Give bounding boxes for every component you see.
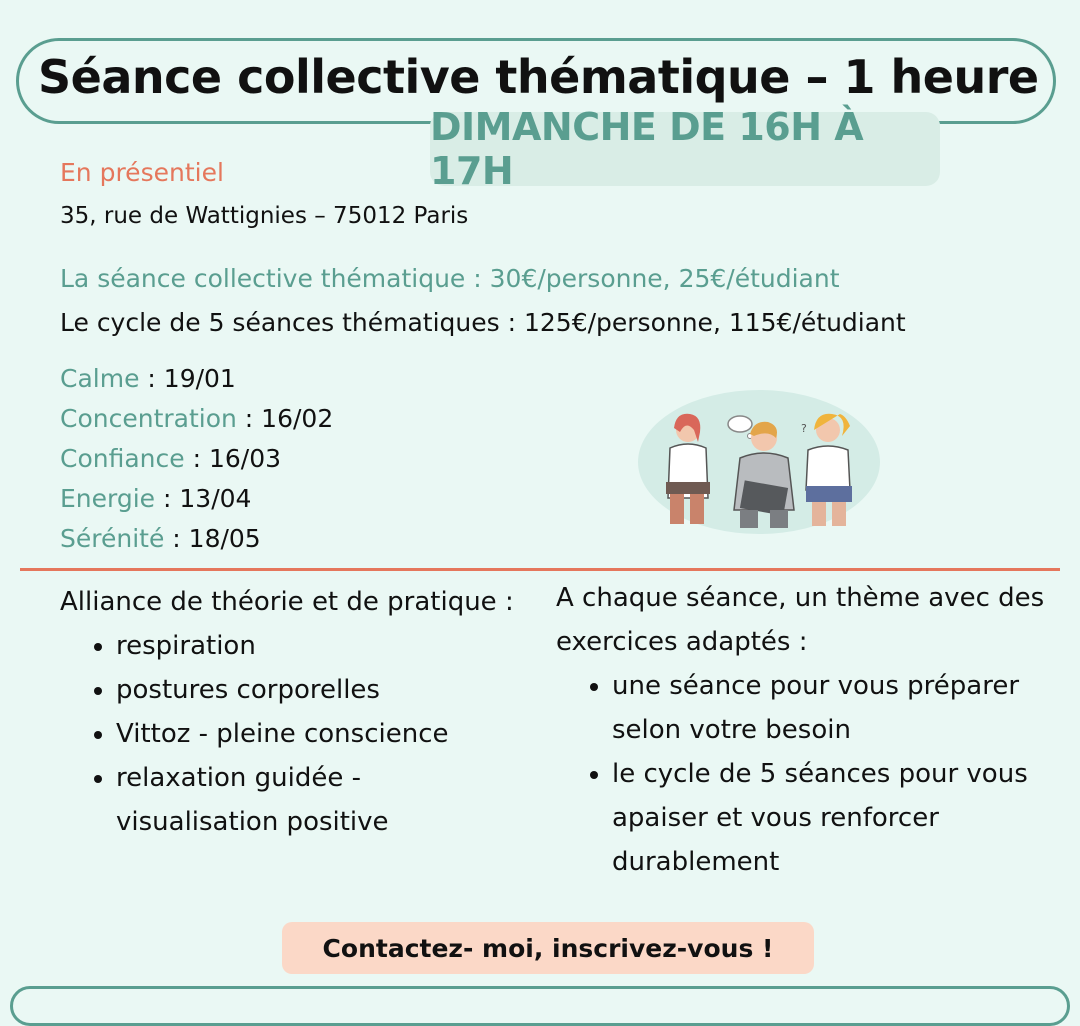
theme-item <box>60 482 333 522</box>
theme-name: Calme <box>60 364 140 393</box>
approach-section <box>60 580 530 844</box>
price-single-session: La séance collective thématique : 30€/personne, 25€/étudiant <box>60 264 840 293</box>
theme-item <box>60 402 333 442</box>
schedule-badge: DIMANCHE DE 16H À 17H <box>430 112 940 186</box>
session-format-section <box>556 576 1056 884</box>
list-item: • le cycle de 5 séances pour vous apaiser et vous renforcer durablement <box>612 752 1056 884</box>
list-item: • respiration <box>116 624 530 668</box>
page-title: Séance collective thématique – 1 heure <box>38 50 1039 104</box>
theme-date: : 16/02 <box>236 404 334 433</box>
price-cycle: Le cycle de 5 séances thématiques : 125€/personne, 115€/étudiant <box>60 308 906 337</box>
list-item: • postures corporelles <box>116 668 530 712</box>
theme-name: Confiance <box>60 444 185 473</box>
approach-intro: Alliance de théorie et de pratique : <box>60 587 514 617</box>
format-intro: A chaque séance, un thème avec des exercices adaptés : <box>556 583 1045 657</box>
theme-name: Concentration <box>60 404 237 433</box>
people-waiting-illustration <box>636 386 882 536</box>
theme-date: : 18/05 <box>164 524 261 553</box>
format-list <box>556 664 1056 884</box>
svg-text:?: ? <box>801 422 807 435</box>
theme-name: Sérénité <box>60 524 165 553</box>
approach-list <box>60 624 530 844</box>
theme-schedule-list <box>60 362 333 562</box>
theme-item <box>60 442 333 482</box>
footer-frame <box>10 986 1070 1026</box>
list-item: • une séance pour vous préparer selon votre besoin <box>612 664 1056 752</box>
contact-signup-button[interactable]: Contactez- moi, inscrivez-vous ! <box>282 922 814 974</box>
address: 35, rue de Wattignies – 75012 Paris <box>60 203 469 229</box>
section-divider <box>20 568 1060 571</box>
list-item: • Vittoz - pleine conscience <box>116 712 530 756</box>
theme-item <box>60 362 333 402</box>
theme-date: : 19/01 <box>139 364 236 393</box>
theme-date: : 16/03 <box>184 444 282 473</box>
list-item: • relaxation guidée - visualisation positive <box>116 756 530 844</box>
theme-date: : 13/04 <box>155 484 252 513</box>
theme-name: Energie <box>60 484 156 513</box>
session-mode: En présentiel <box>60 158 224 187</box>
theme-item <box>60 522 333 562</box>
